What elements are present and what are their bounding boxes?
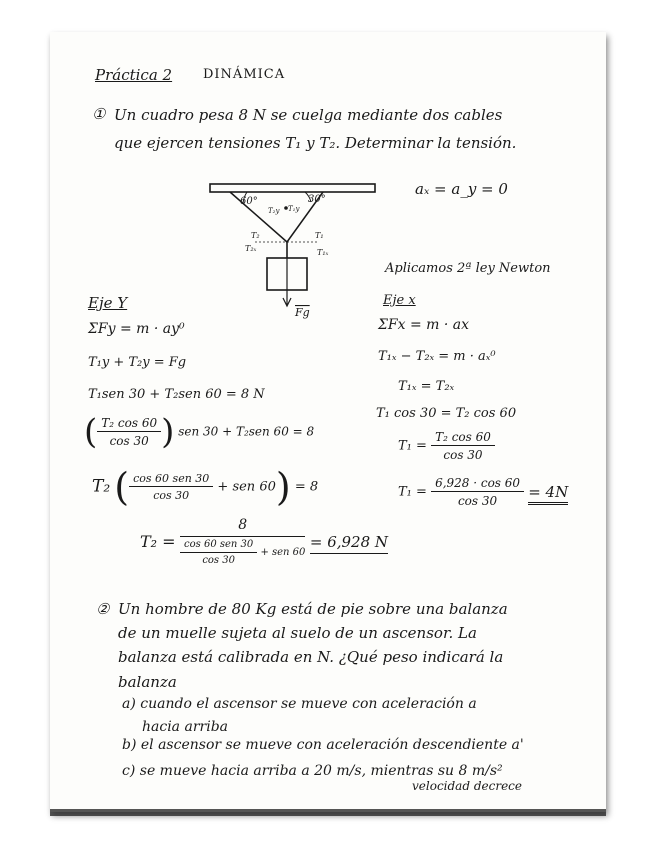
t1-label: T₁ [315, 231, 324, 240]
eq6-numerator: 8 [180, 518, 305, 537]
axis-y-title: Eje Y [88, 294, 128, 312]
eq4-numerator: T₂ cos 60 [97, 417, 161, 432]
axis-x-eq6 [398, 477, 568, 507]
ceiling-beam [210, 184, 375, 192]
t1-eq6-denominator: cos 30 [457, 494, 498, 508]
problem2-part-c-cont: velocidad decrece [412, 779, 522, 793]
axis-x-eq2: T₁ₓ − T₂ₓ = m · aₓ⁰ [378, 349, 496, 364]
t2-label: T₂ [251, 231, 260, 240]
eq4-rest: sen 30 + T₂sen 60 = 8 [178, 424, 315, 439]
t1y-label: T₁y [288, 205, 300, 213]
t2x-label: T₂ₓ [245, 244, 257, 253]
axis-y-eq5: T₂ ( $\frac{\text{cos 60 sen 30}}{\cos 30}$ + sen 60) = 8 [92, 465, 319, 509]
t1-eq6-lead: T₁ = [398, 484, 427, 500]
force-diagram [205, 180, 380, 330]
problem2-number: ② [96, 600, 110, 618]
axis-x-eq4: T₁ cos 30 = T₂ cos 60 [376, 406, 517, 421]
problem1-line2: que ejercen tensiones T₁ y T₂. Determinar la tensión. [114, 134, 517, 152]
problem1-line1: Un cuadro pesa 8 N se cuelga mediante dos cables [114, 106, 503, 124]
eq6-inner-denominator: cos 30 [202, 555, 235, 566]
axis-y-eq1: ΣFy = m · ay⁰ [88, 321, 185, 337]
page-bottom-edge [50, 809, 606, 816]
fg-label: Fg [295, 306, 310, 319]
problem2-part-b: b) el ascensor se mueve con aceleración descendiente a' [122, 737, 524, 753]
page-title: Práctica 2 [95, 66, 173, 84]
eq5-numerator: cos 60 sen 30 [129, 473, 213, 487]
axis-x-title: Eje x [383, 293, 416, 308]
eq4-denominator: cos 30 [109, 434, 149, 448]
axis-y-eq2: T₁y + T₂y = Fg [88, 355, 187, 370]
newton-law-label: Aplicamos 2ª ley Newton [385, 261, 551, 276]
eq5-denominator: cos 30 [153, 489, 190, 502]
problem2-line2: de un muelle sujeta al suelo de un ascensor. La [118, 624, 477, 642]
t1x-label: T₁ₓ [317, 248, 329, 257]
axis-x-eq5 [398, 431, 495, 461]
axis-y-eq6 [140, 518, 388, 566]
t1-eq5-numerator: T₂ cos 60 [431, 431, 495, 446]
eq5-rest: + sen 60 [217, 479, 276, 495]
eq5-end: = 8 [294, 479, 319, 495]
eq6-lead: T₂ = [140, 532, 176, 551]
axis-x-eq1: ΣFx = m · ax [378, 317, 470, 333]
t1-eq6-numerator: 6,928 · cos 60 [431, 477, 524, 492]
result-t2: = 6,928 N [310, 533, 388, 554]
eq6-inner-numerator: cos 60 sen 30 [180, 540, 257, 553]
page-subject: DINÁMICA [203, 67, 286, 82]
axis-x-eq3: T₁ₓ = T₂ₓ [398, 379, 455, 394]
problem2-part-c: c) se mueve hacia arriba a 20 m/s, mientras su 8 m/s² [122, 763, 503, 779]
angle-left-label: 60° [240, 196, 258, 207]
t1-eq5-denominator: cos 30 [443, 448, 483, 462]
problem2-line1: Un hombre de 80 Kg está de pie sobre una balanza [118, 600, 508, 618]
problem2-part-a: a) cuando el ascensor se mueve con aceleración a [122, 696, 477, 712]
problem1-number: ① [92, 105, 106, 123]
eq6-inner-rest: + sen 60 [260, 547, 306, 558]
t2y-label: T₂y [268, 207, 280, 215]
problem2-line3: balanza está calibrada en N. ¿Qué peso indicará la [118, 648, 504, 666]
problem2-part-a-cont: hacia arriba [142, 719, 228, 735]
axis-y-eq4: ( $\frac{\text{T₂ cos 60}}{\cos 30}$ ) sen 30 + T₂sen 60 = 8 [84, 412, 315, 452]
eq5-lead: T₂ [92, 476, 111, 497]
angle-right-label: 30° [308, 194, 326, 205]
result-t1: = 4N [528, 483, 568, 505]
t1-eq5-lead: T₁ = [398, 438, 427, 454]
acceleration-condition: aₓ = a_y = 0 [415, 180, 508, 198]
axis-y-eq3: T₁sen 30 + T₂sen 60 = 8 N [88, 387, 265, 402]
problem2-line4: balanza [118, 673, 177, 691]
